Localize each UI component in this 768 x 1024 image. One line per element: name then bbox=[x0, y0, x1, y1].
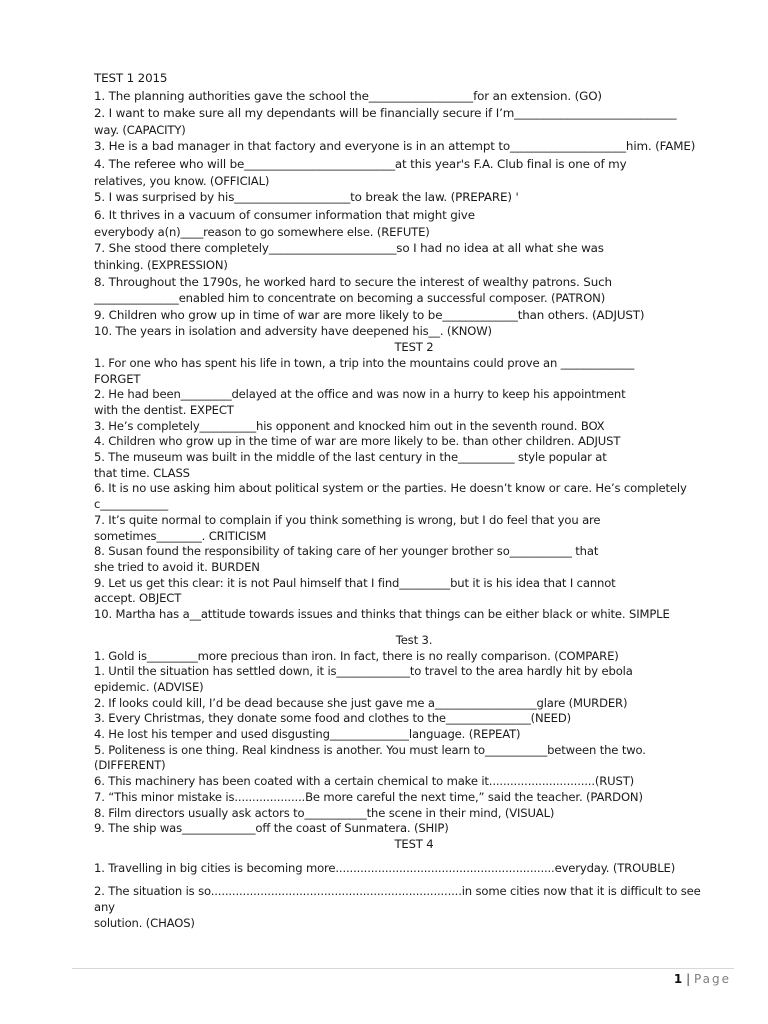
document-line: relatives, you know. (OFFICIAL) bbox=[94, 173, 270, 188]
footer-separator: | bbox=[686, 972, 691, 986]
document-line: 1. The planning authorities gave the school the__________________for an extension. (GO) bbox=[94, 88, 602, 103]
document-line: she tried to avoid it. BURDEN bbox=[94, 560, 260, 574]
document-line: way. (CAPACITY) bbox=[94, 122, 186, 137]
document-line: 3. He’s completely__________his opponent and knocked him out in the seventh round. BOX bbox=[94, 418, 605, 433]
document-line: 4. The referee who will be__________________________at this year's F.A. Club final is one of my bbox=[94, 157, 627, 172]
document-line: 3. Every Christmas, they donate some food and clothes to the_______________(NEED) bbox=[94, 711, 571, 726]
document-line: 5. Politeness is one thing. Real kindness is another. You must learn to___________between the two. bbox=[94, 742, 646, 757]
document-line: with the dentist. EXPECT bbox=[94, 402, 234, 417]
document-line: 1. For one who has spent his life in town, a trip into the mountains could prove an _____________ bbox=[94, 355, 635, 370]
document-line: 1. Gold is_________more precious than iron. In fact, there is no really comparison. (COMPARE) bbox=[94, 648, 619, 663]
document-line: 6. It thrives in a vacuum of consumer information that might give bbox=[94, 207, 475, 222]
document-line: sometimes________. CRITICISM bbox=[94, 528, 267, 543]
document-line: 7. She stood there completely______________________so I had no idea at all what she was bbox=[94, 241, 604, 256]
document-body bbox=[94, 70, 734, 931]
line-spacer bbox=[94, 853, 734, 861]
document-line: 2. If looks could kill, I’d be dead because she just gave me a__________________glare (MURDER) bbox=[94, 695, 628, 710]
page-number: 1 bbox=[673, 972, 683, 986]
document-line: that time. CLASS bbox=[94, 465, 190, 480]
document-line: 3. He is a bad manager in that factory and everyone is in an attempt to____________________him. (FAME) bbox=[94, 139, 696, 154]
document-line: FORGET bbox=[94, 371, 141, 386]
document-line: Test 3. bbox=[395, 632, 433, 647]
document-line: 9. Let us get this clear: it is not Paul himself that I find_________but it is his idea that I cannot bbox=[94, 575, 616, 590]
document-line: 1. Until the situation has settled down, it is_____________to travel to the area hardly hit by ebola bbox=[94, 664, 633, 679]
line-spacer bbox=[94, 876, 734, 884]
document-line: 10. Martha has a__attitude towards issues and thinks that things can be either black or white. SIMPLE bbox=[94, 607, 670, 622]
document-line: 2. The situation is so.......................................................................in some cities now that it is difficult to see bbox=[94, 884, 701, 899]
document-line: 7. “This minor mistake is....................Be more careful the next time,” said the teacher. (PARDON) bbox=[94, 789, 643, 804]
document-line: thinking. (EXPRESSION) bbox=[94, 257, 228, 272]
line-spacer bbox=[94, 623, 734, 633]
footer-divider bbox=[72, 968, 734, 969]
document-line: 6. This machinery has been coated with a certain chemical to make it..............................(RUST) bbox=[94, 774, 634, 789]
document-line: 4. Children who grow up in the time of war are more likely to be. than other children. ADJUST bbox=[94, 434, 621, 449]
document-line: 7. It’s quite normal to complain if you think something is wrong, but I do feel that you are bbox=[94, 512, 601, 527]
document-line: 5. The museum was built in the middle of the last century in the__________ style popular at bbox=[94, 450, 607, 465]
document-line: 1. Travelling in big cities is becoming more..............................................................everyday. (TROUBLE) bbox=[94, 860, 676, 875]
document-line: 2. He had been_________delayed at the office and was now in a hurry to keep his appointment bbox=[94, 387, 626, 402]
document-line: 9. Children who grow up in time of war are more likely to be_____________than others. (ADJUST) bbox=[94, 307, 645, 322]
document-line: 8. Susan found the responsibility of taking care of her younger brother so___________ that bbox=[94, 544, 599, 559]
document-line: (DIFFERENT) bbox=[94, 758, 166, 773]
document-line: 10. The years in isolation and adversity have deepened his__. (KNOW) bbox=[94, 324, 492, 339]
document-line: 5. I was surprised by his____________________to break the law. (PREPARE) ' bbox=[94, 190, 519, 205]
page-footer bbox=[0, 972, 731, 986]
document-line: 8. Film directors usually ask actors to___________the scene in their mind, (VISUAL) bbox=[94, 805, 555, 820]
document-line: _______________enabled him to concentrate on becoming a successful composer. (PATRON) bbox=[94, 291, 606, 306]
document-line: TEST 2 bbox=[394, 340, 434, 355]
document-line: c____________ bbox=[94, 497, 168, 512]
document-line: 9. The ship was_____________off the coast of Sunmatera. (SHIP) bbox=[94, 821, 449, 836]
document-line: solution. (CHAOS) bbox=[94, 915, 195, 930]
document-line: 8. Throughout the 1790s, he worked hard to secure the interest of wealthy patrons. Such bbox=[94, 274, 612, 289]
document-line: 6. It is no use asking him about political system or the parties. He doesn’t know or care. He’s completely bbox=[94, 481, 687, 496]
page-label: Page bbox=[693, 972, 731, 986]
document-line: any bbox=[94, 900, 115, 915]
document-line: accept. OBJECT bbox=[94, 591, 182, 606]
document-line: 4. He lost his temper and used disgusting______________language. (REPEAT) bbox=[94, 727, 521, 742]
document-line: TEST 1 2015 bbox=[94, 71, 168, 85]
document-line: everybody a(n)____reason to go somewhere else. (REFUTE) bbox=[94, 224, 430, 239]
document-line: TEST 4 bbox=[394, 836, 434, 851]
document-line: epidemic. (ADVISE) bbox=[94, 679, 204, 694]
document-line: 2. I want to make sure all my dependants will be financially secure if I’m____________________________ bbox=[94, 106, 677, 121]
